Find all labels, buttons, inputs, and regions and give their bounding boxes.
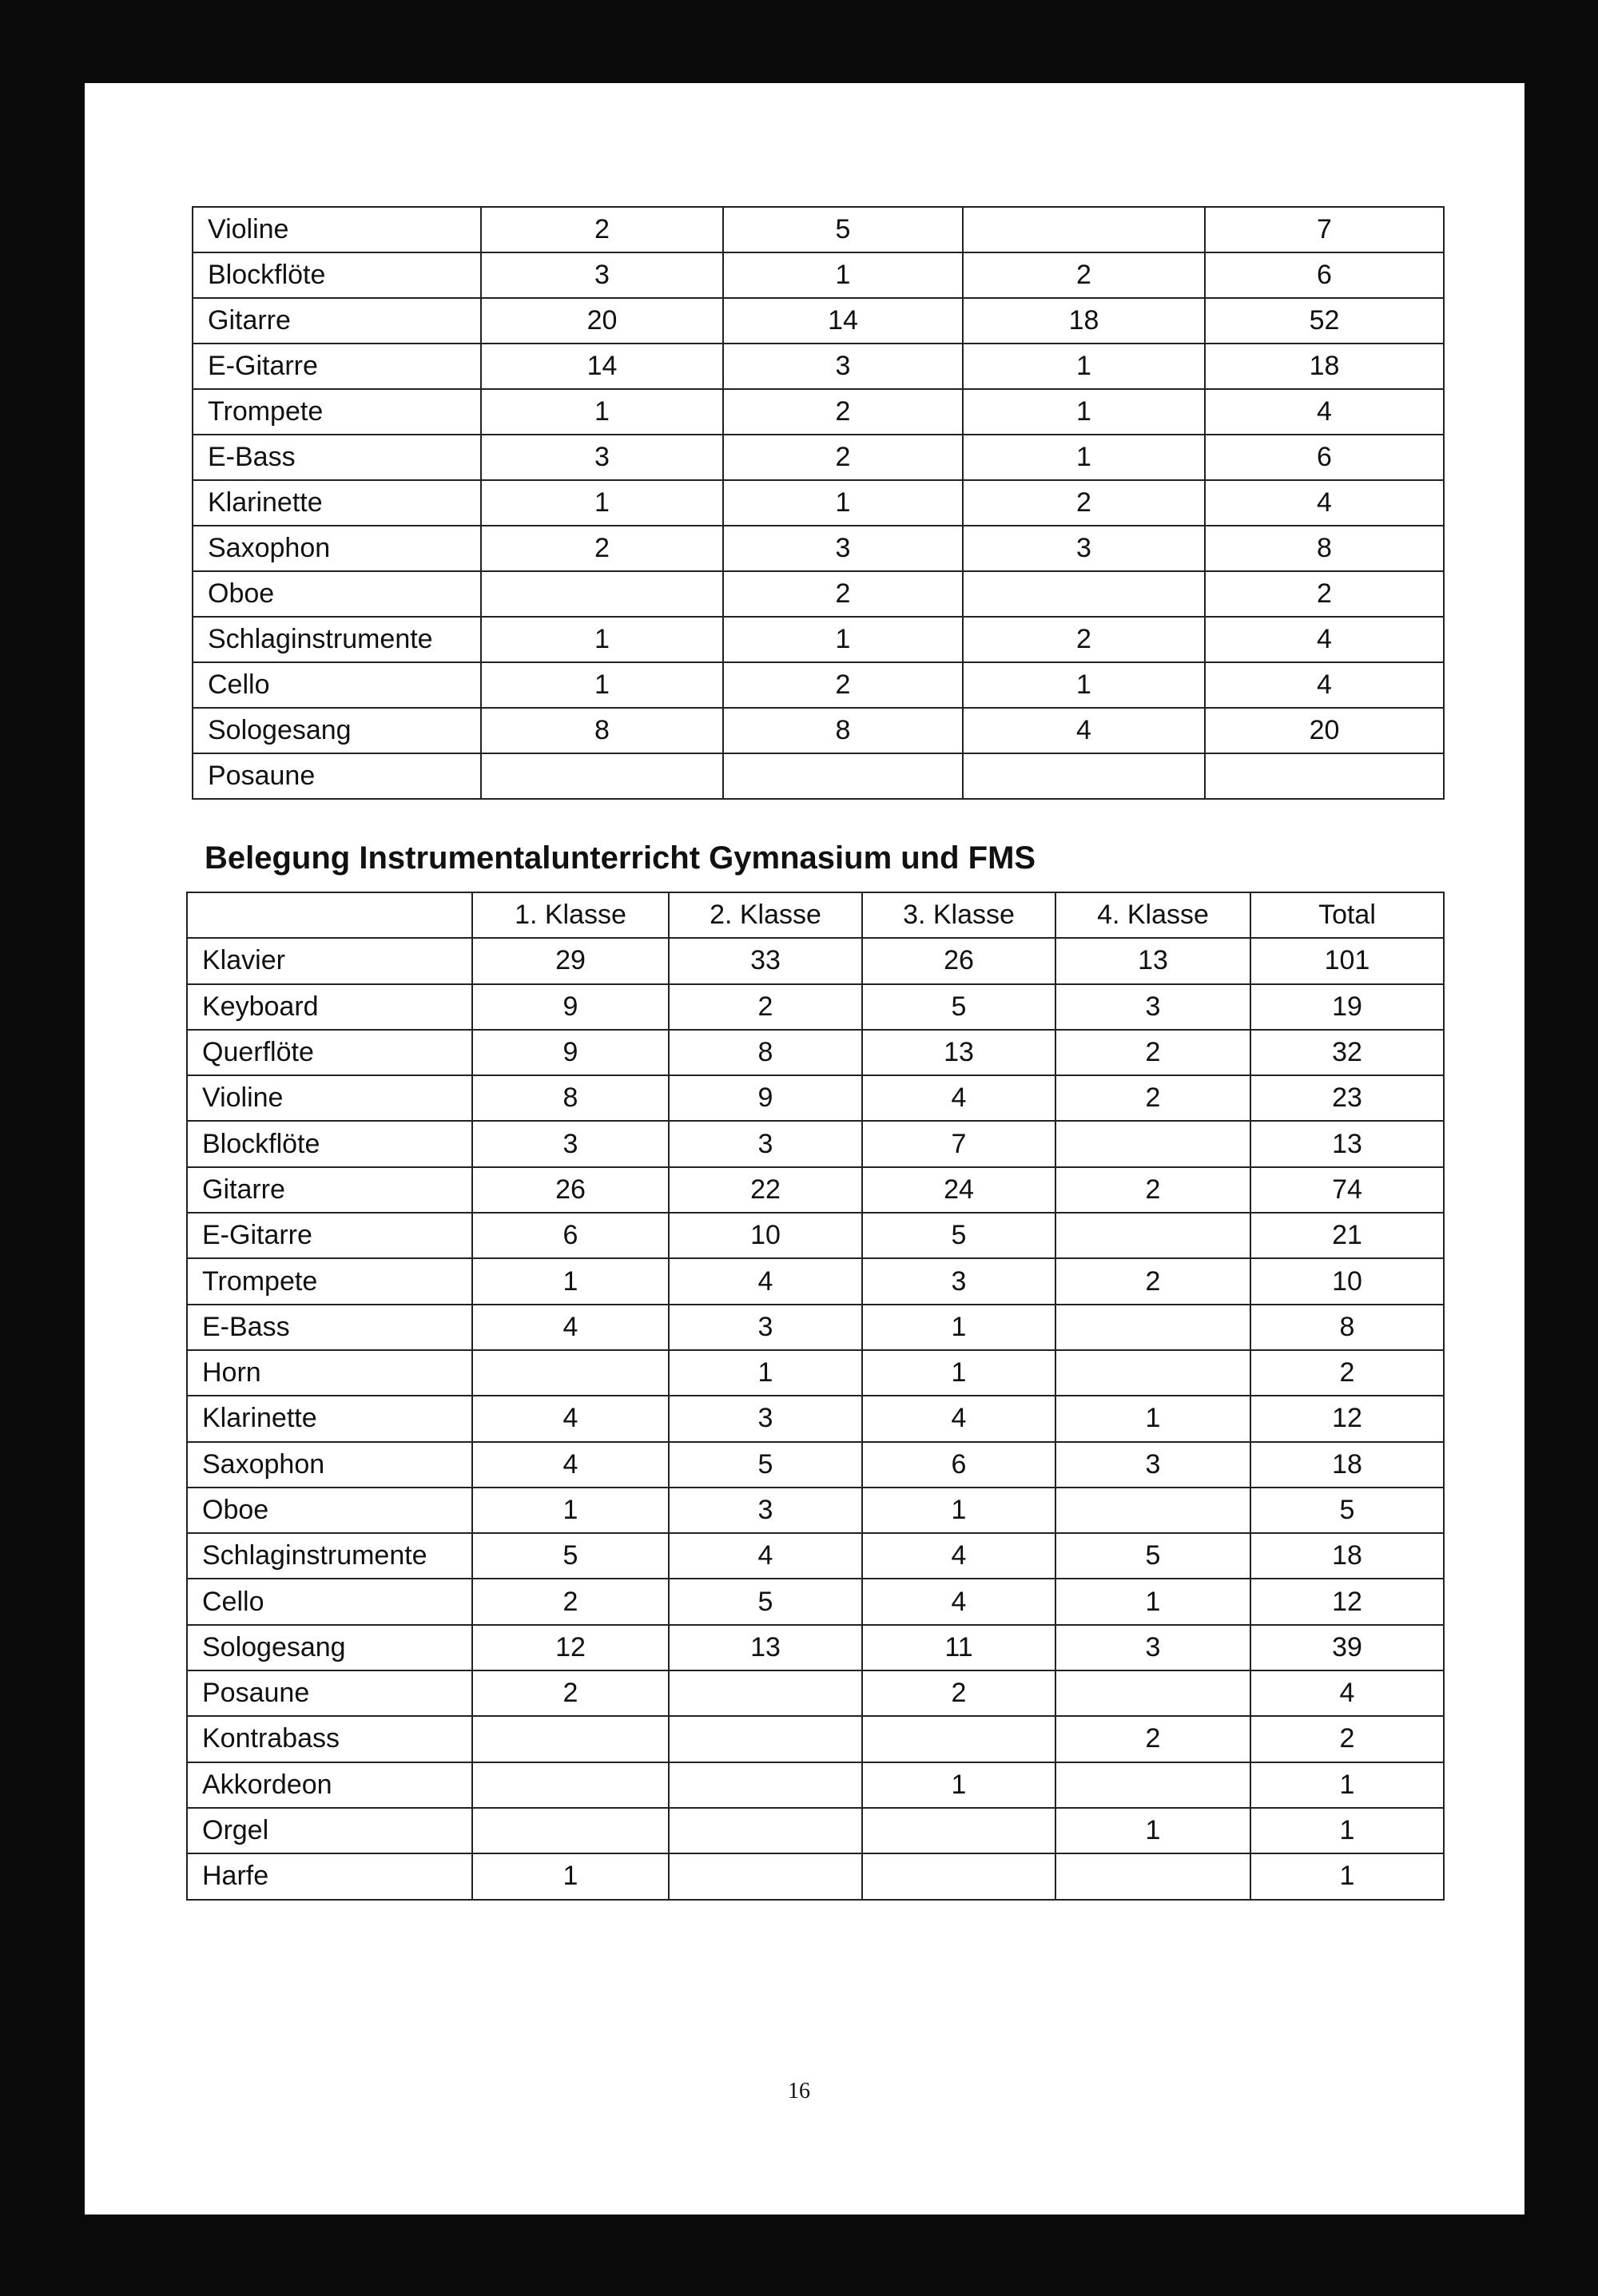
count-cell: 2 <box>963 252 1205 298</box>
count-cell: 101 <box>1250 938 1444 983</box>
count-cell: 5 <box>1250 1488 1444 1533</box>
count-cell: 2 <box>481 526 723 571</box>
table-row <box>187 1762 1444 1808</box>
count-cell: 39 <box>1250 1625 1444 1670</box>
column-header <box>187 892 472 938</box>
count-cell: 3 <box>669 1305 862 1350</box>
instrument-name-cell: E-Bass <box>187 1305 472 1350</box>
count-cell: 6 <box>1205 435 1444 480</box>
count-cell <box>963 571 1205 617</box>
count-cell: 2 <box>669 984 862 1030</box>
count-cell: 5 <box>669 1579 862 1624</box>
column-header: Total <box>1250 892 1444 938</box>
count-cell: 23 <box>1250 1075 1444 1121</box>
count-cell: 18 <box>1205 344 1444 389</box>
count-cell: 1 <box>472 1258 669 1304</box>
count-cell: 1 <box>1055 1579 1250 1624</box>
count-cell: 1 <box>481 389 723 435</box>
count-cell: 12 <box>472 1625 669 1670</box>
count-cell: 14 <box>481 344 723 389</box>
count-cell: 8 <box>481 708 723 753</box>
count-cell <box>669 1716 862 1762</box>
count-cell: 4 <box>669 1258 862 1304</box>
table-row <box>187 1030 1444 1075</box>
count-cell: 1 <box>1055 1808 1250 1853</box>
count-cell <box>481 571 723 617</box>
count-cell <box>472 1762 669 1808</box>
count-cell: 4 <box>1205 662 1444 708</box>
column-header: 3. Klasse <box>862 892 1055 938</box>
count-cell <box>963 753 1205 799</box>
count-cell <box>1055 1762 1250 1808</box>
count-cell: 1 <box>1250 1853 1444 1899</box>
section-heading: Belegung Instrumentalunterricht Gymnasium und FMS <box>205 840 1036 876</box>
count-cell: 12 <box>1250 1579 1444 1624</box>
instrument-name-cell: Violine <box>187 1075 472 1121</box>
instrument-name-cell: Saxophon <box>187 1442 472 1488</box>
count-cell: 26 <box>862 938 1055 983</box>
count-cell: 1 <box>963 389 1205 435</box>
table-row <box>187 1625 1444 1670</box>
instrument-name-cell: Oboe <box>193 571 481 617</box>
count-cell: 2 <box>1055 1258 1250 1304</box>
table-row <box>187 938 1444 983</box>
count-cell: 1 <box>963 662 1205 708</box>
count-cell <box>472 1716 669 1762</box>
page-number: 16 <box>788 2079 810 2103</box>
instrument-name-cell: Gitarre <box>187 1167 472 1213</box>
table-row <box>187 1075 1444 1121</box>
count-cell: 32 <box>1250 1030 1444 1075</box>
count-cell <box>1055 1670 1250 1716</box>
instrument-name-cell: Keyboard <box>187 984 472 1030</box>
count-cell: 1 <box>481 480 723 526</box>
count-cell: 5 <box>1055 1533 1250 1579</box>
instrument-name-cell: Blockflöte <box>187 1121 472 1166</box>
instrument-name-cell: Schlaginstrumente <box>187 1533 472 1579</box>
table-row <box>187 1442 1444 1488</box>
count-cell: 5 <box>472 1533 669 1579</box>
instrument-name-cell: Violine <box>193 207 481 252</box>
count-cell: 1 <box>1250 1762 1444 1808</box>
count-cell: 1 <box>862 1488 1055 1533</box>
count-cell: 33 <box>669 938 862 983</box>
count-cell: 1 <box>862 1350 1055 1396</box>
column-header: 2. Klasse <box>669 892 862 938</box>
instrument-name-cell: Klarinette <box>187 1396 472 1441</box>
count-cell: 5 <box>862 1213 1055 1258</box>
table-row <box>193 526 1444 571</box>
count-cell: 7 <box>862 1121 1055 1166</box>
count-cell: 4 <box>1205 617 1444 662</box>
count-cell: 4 <box>472 1442 669 1488</box>
instrument-name-cell: Schlaginstrumente <box>193 617 481 662</box>
count-cell: 4 <box>1205 480 1444 526</box>
count-cell: 2 <box>1055 1716 1250 1762</box>
table-row <box>193 207 1444 252</box>
column-header: 1. Klasse <box>472 892 669 938</box>
count-cell: 2 <box>472 1670 669 1716</box>
count-cell: 8 <box>669 1030 862 1075</box>
instrument-name-cell: Posaune <box>193 753 481 799</box>
count-cell <box>1055 1213 1250 1258</box>
instrument-name-cell: Trompete <box>187 1258 472 1304</box>
instrument-name-cell: Trompete <box>193 389 481 435</box>
column-header: 4. Klasse <box>1055 892 1250 938</box>
instrument-name-cell: E-Gitarre <box>193 344 481 389</box>
count-cell: 18 <box>1250 1533 1444 1579</box>
count-cell: 4 <box>1205 389 1444 435</box>
count-cell: 2 <box>1055 1167 1250 1213</box>
table-row <box>193 571 1444 617</box>
count-cell: 4 <box>862 1396 1055 1441</box>
count-cell: 2 <box>1250 1716 1444 1762</box>
table-row <box>193 480 1444 526</box>
table-row <box>187 1670 1444 1716</box>
instrument-name-cell: Orgel <box>187 1808 472 1853</box>
table-row <box>193 344 1444 389</box>
count-cell: 6 <box>1205 252 1444 298</box>
count-cell: 9 <box>472 984 669 1030</box>
instrument-name-cell: Gitarre <box>193 298 481 344</box>
count-cell: 4 <box>472 1396 669 1441</box>
count-cell: 13 <box>1250 1121 1444 1166</box>
count-cell: 2 <box>1055 1075 1250 1121</box>
count-cell: 24 <box>862 1167 1055 1213</box>
count-cell: 14 <box>723 298 963 344</box>
count-cell: 19 <box>1250 984 1444 1030</box>
count-cell: 6 <box>472 1213 669 1258</box>
count-cell: 5 <box>723 207 963 252</box>
count-cell: 20 <box>1205 708 1444 753</box>
table-row <box>193 298 1444 344</box>
instrument-name-cell: Saxophon <box>193 526 481 571</box>
count-cell: 2 <box>723 571 963 617</box>
instrument-name-cell: Klarinette <box>193 480 481 526</box>
count-cell: 2 <box>723 435 963 480</box>
instrument-name-cell: Kontrabass <box>187 1716 472 1762</box>
count-cell: 18 <box>1250 1442 1444 1488</box>
table-row <box>187 1579 1444 1624</box>
table-row <box>187 1396 1444 1441</box>
count-cell: 1 <box>862 1762 1055 1808</box>
table-row <box>193 662 1444 708</box>
count-cell: 9 <box>669 1075 862 1121</box>
count-cell: 6 <box>862 1442 1055 1488</box>
instrument-table-continued <box>192 206 1445 800</box>
count-cell: 8 <box>472 1075 669 1121</box>
table-row <box>193 435 1444 480</box>
count-cell: 4 <box>963 708 1205 753</box>
count-cell: 1 <box>723 480 963 526</box>
count-cell <box>669 1808 862 1853</box>
count-cell <box>1055 1488 1250 1533</box>
count-cell: 18 <box>963 298 1205 344</box>
count-cell: 3 <box>1055 1625 1250 1670</box>
instrument-name-cell: Klavier <box>187 938 472 983</box>
count-cell: 3 <box>1055 1442 1250 1488</box>
count-cell <box>862 1808 1055 1853</box>
instrument-name-cell: Harfe <box>187 1853 472 1899</box>
table-row <box>187 1853 1444 1899</box>
count-cell <box>669 1853 862 1899</box>
table-header-row <box>187 892 1444 938</box>
count-cell: 5 <box>862 984 1055 1030</box>
table-row <box>193 708 1444 753</box>
count-cell: 13 <box>669 1625 862 1670</box>
count-cell: 9 <box>472 1030 669 1075</box>
count-cell: 1 <box>723 617 963 662</box>
instrument-name-cell: Blockflöte <box>193 252 481 298</box>
table-row <box>187 1121 1444 1166</box>
count-cell: 3 <box>472 1121 669 1166</box>
count-cell: 2 <box>723 662 963 708</box>
count-cell: 1 <box>963 435 1205 480</box>
count-cell: 3 <box>669 1488 862 1533</box>
instrument-name-cell: Sologesang <box>187 1625 472 1670</box>
count-cell <box>723 753 963 799</box>
count-cell: 74 <box>1250 1167 1444 1213</box>
count-cell <box>963 207 1205 252</box>
count-cell <box>1055 1121 1250 1166</box>
count-cell: 3 <box>669 1396 862 1441</box>
count-cell: 12 <box>1250 1396 1444 1441</box>
count-cell: 29 <box>472 938 669 983</box>
count-cell <box>669 1762 862 1808</box>
instrument-name-cell: Querflöte <box>187 1030 472 1075</box>
count-cell <box>862 1716 1055 1762</box>
count-cell: 2 <box>963 617 1205 662</box>
instrument-name-cell: Sologesang <box>193 708 481 753</box>
count-cell: 22 <box>669 1167 862 1213</box>
count-cell: 2 <box>481 207 723 252</box>
table-row <box>193 753 1444 799</box>
count-cell: 3 <box>723 526 963 571</box>
table-row <box>193 617 1444 662</box>
instrument-name-cell: Akkordeon <box>187 1762 472 1808</box>
table-row <box>193 389 1444 435</box>
table-row <box>187 1213 1444 1258</box>
count-cell: 1 <box>481 617 723 662</box>
count-cell <box>1205 753 1444 799</box>
count-cell: 20 <box>481 298 723 344</box>
count-cell: 4 <box>472 1305 669 1350</box>
count-cell: 4 <box>669 1533 862 1579</box>
count-cell: 13 <box>1055 938 1250 983</box>
instrument-name-cell: Horn <box>187 1350 472 1396</box>
instrument-name-cell: E-Bass <box>193 435 481 480</box>
instrument-name-cell: E-Gitarre <box>187 1213 472 1258</box>
instrument-name-cell: Posaune <box>187 1670 472 1716</box>
count-cell <box>472 1350 669 1396</box>
count-cell: 26 <box>472 1167 669 1213</box>
count-cell <box>472 1808 669 1853</box>
count-cell: 3 <box>1055 984 1250 1030</box>
count-cell <box>1055 1853 1250 1899</box>
count-cell: 3 <box>963 526 1205 571</box>
table-row <box>187 1488 1444 1533</box>
count-cell <box>481 753 723 799</box>
count-cell: 52 <box>1205 298 1444 344</box>
count-cell: 1 <box>723 252 963 298</box>
table-row <box>187 1716 1444 1762</box>
count-cell: 3 <box>481 252 723 298</box>
count-cell: 2 <box>1205 571 1444 617</box>
count-cell: 4 <box>862 1579 1055 1624</box>
instrument-name-cell: Cello <box>187 1579 472 1624</box>
table-row <box>187 1258 1444 1304</box>
table-row <box>193 252 1444 298</box>
count-cell: 13 <box>862 1030 1055 1075</box>
count-cell: 10 <box>669 1213 862 1258</box>
instrument-name-cell: Cello <box>193 662 481 708</box>
count-cell: 3 <box>669 1121 862 1166</box>
count-cell: 3 <box>481 435 723 480</box>
count-cell: 3 <box>723 344 963 389</box>
count-cell: 1 <box>472 1853 669 1899</box>
count-cell <box>862 1853 1055 1899</box>
count-cell: 10 <box>1250 1258 1444 1304</box>
count-cell: 4 <box>862 1533 1055 1579</box>
count-cell: 21 <box>1250 1213 1444 1258</box>
instrument-table-gymnasium-fms <box>186 892 1445 1901</box>
count-cell: 1 <box>472 1488 669 1533</box>
count-cell: 4 <box>1250 1670 1444 1716</box>
count-cell: 4 <box>862 1075 1055 1121</box>
count-cell: 1 <box>1250 1808 1444 1853</box>
count-cell: 8 <box>1205 526 1444 571</box>
count-cell: 1 <box>862 1305 1055 1350</box>
count-cell: 11 <box>862 1625 1055 1670</box>
count-cell: 2 <box>1250 1350 1444 1396</box>
count-cell: 8 <box>1250 1305 1444 1350</box>
count-cell: 2 <box>862 1670 1055 1716</box>
count-cell: 2 <box>1055 1030 1250 1075</box>
table-row <box>187 984 1444 1030</box>
table-row <box>187 1808 1444 1853</box>
table-row <box>187 1305 1444 1350</box>
count-cell: 2 <box>723 389 963 435</box>
count-cell: 1 <box>481 662 723 708</box>
count-cell: 5 <box>669 1442 862 1488</box>
count-cell: 2 <box>963 480 1205 526</box>
count-cell: 1 <box>963 344 1205 389</box>
count-cell: 8 <box>723 708 963 753</box>
instrument-name-cell: Oboe <box>187 1488 472 1533</box>
count-cell <box>1055 1305 1250 1350</box>
count-cell: 1 <box>1055 1396 1250 1441</box>
table-row <box>187 1350 1444 1396</box>
count-cell: 7 <box>1205 207 1444 252</box>
count-cell: 1 <box>669 1350 862 1396</box>
table-row <box>187 1167 1444 1213</box>
count-cell <box>669 1670 862 1716</box>
table-row <box>187 1533 1444 1579</box>
count-cell: 2 <box>472 1579 669 1624</box>
count-cell <box>1055 1350 1250 1396</box>
count-cell: 3 <box>862 1258 1055 1304</box>
